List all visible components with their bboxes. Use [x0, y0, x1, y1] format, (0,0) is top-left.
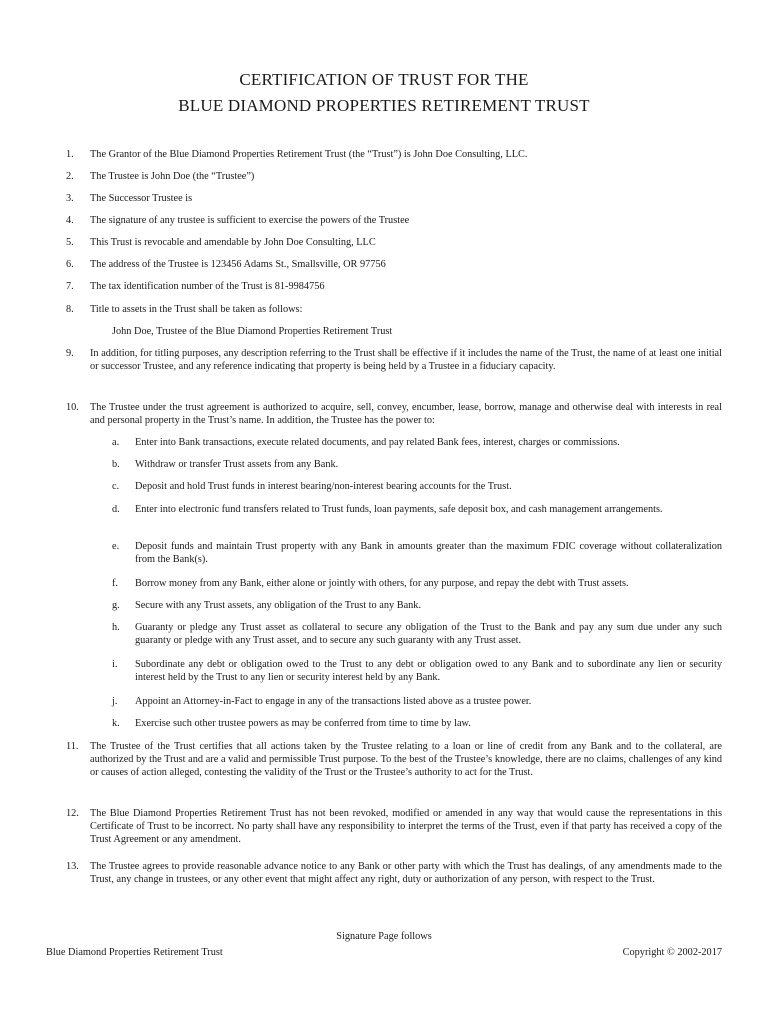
item-number: 12. — [66, 808, 79, 819]
power-text: Secure with any Trust assets, any obligation of the Trust to any Bank. — [135, 600, 422, 611]
power-text: Subordinate any debt or obligation owed to the Trust to any debt or obligation owed to any Bank and to subordinate any lien or security interest held by the Trust to any lien or security interest held by any Bank. — [135, 659, 722, 684]
power-letter: h. — [112, 622, 120, 633]
list-item-12 — [66, 807, 722, 847]
power-text: Appoint an Attorney-in-Fact to engage in any of the transactions listed above as a trustee power. — [135, 696, 532, 707]
item-text: The signature of any trustee is sufficient to exercise the powers of the Trustee — [90, 215, 410, 226]
document-title-line-2: BLUE DIAMOND PROPERTIES RETIREMENT TRUST — [178, 96, 590, 115]
power-letter: f. — [112, 578, 119, 589]
power-letter: c. — [112, 481, 120, 492]
power-letter: i. — [112, 659, 118, 670]
item-text: The Grantor of the Blue Diamond Properties Retirement Trust (the “Trust”) is John Doe Consulting, LLC. — [90, 149, 528, 160]
item-text: The Trustee of the Trust certifies that all actions taken by the Trustee relating to a loan or line of credit from any Bank and to the collateral, are authorized by the Trust and are a valid and permissible Trust purpose. To the best of the Trustee’s knowledge, there are no claims, challenges of any kind or causes of action alleged, contesting the validity of the Trust or the Trustee’s authority to act for the Trust. — [90, 741, 722, 779]
power-letter: j. — [112, 696, 118, 707]
footer-copyright: Copyright © 2002-2017 — [622, 947, 722, 958]
item-number: 10. — [66, 402, 79, 413]
item-number: 6. — [66, 259, 74, 270]
signature-page-note: Signature Page follows — [336, 931, 432, 942]
power-text: Withdraw or transfer Trust assets from any Bank. — [135, 459, 339, 470]
power-text: Enter into electronic fund transfers related to Trust funds, loan payments, safe deposit box, and cash management arrangements. — [135, 504, 663, 515]
power-letter: g. — [112, 600, 120, 611]
power-text: Exercise such other trustee powers as may be conferred from time to time by law. — [135, 718, 471, 729]
power-letter: b. — [112, 459, 120, 470]
list-item-4 — [66, 214, 722, 227]
power-letter: d. — [112, 504, 120, 515]
item-number: 1. — [66, 149, 74, 160]
power-text: Deposit and hold Trust funds in interest bearing/non-interest bearing accounts for the Trust. — [135, 481, 512, 492]
item-number: 9. — [66, 348, 74, 359]
power-letter: k. — [112, 718, 120, 729]
item-text: In addition, for titling purposes, any description referring to the Trust shall be effective if it includes the name of the Trust, the name of at least one initial or successor Trustee, and any reference indicating that property is being held by a Trustee in a fiduciary capacity. — [90, 348, 722, 373]
list-item-1 — [66, 148, 722, 161]
list-item-2 — [66, 170, 722, 183]
item-text: The Trustee is John Doe (the “Trustee”) — [90, 171, 255, 182]
power-item-c — [112, 480, 722, 493]
power-item-d — [112, 503, 722, 516]
list-item-13 — [66, 860, 722, 886]
power-item-g — [112, 599, 722, 612]
power-text: Guaranty or pledge any Trust asset as collateral to secure any obligation of the Trust to the Bank and pay any sum due under any such guaranty or pledge with any Trust asset, and to secure any such guaranty with any Trust asset. — [135, 622, 722, 647]
list-item-3 — [66, 192, 722, 205]
item-text: The tax identification number of the Trust is 81-9984756 — [90, 281, 325, 292]
power-text: Deposit funds and maintain Trust property with any Bank in amounts greater than the maximum FDIC coverage without collateralization from the Bank(s). — [135, 541, 722, 566]
item-text: The Trustee under the trust agreement is authorized to acquire, sell, convey, encumber, lease, borrow, manage and otherwise deal with interests in real and personal property in the Trust’s name. In addition, the Trustee has the power to: — [90, 402, 722, 427]
item-number: 13. — [66, 861, 79, 872]
power-item-i — [112, 658, 722, 684]
power-item-h — [112, 621, 722, 647]
power-item-e — [112, 540, 722, 566]
power-item-f — [112, 577, 722, 590]
item-number: 7. — [66, 281, 74, 292]
power-letter: a. — [112, 437, 120, 448]
document-title-line-1: CERTIFICATION OF TRUST FOR THE — [239, 70, 529, 89]
item-text: This Trust is revocable and amendable by John Doe Consulting, LLC — [90, 237, 376, 248]
power-text: Borrow money from any Bank, either alone or jointly with others, for any purpose, and repay the debt with Trust assets. — [135, 578, 629, 589]
power-item-b — [112, 458, 722, 471]
item-text: The Trustee agrees to provide reasonable advance notice to any Bank or other party with which the Trust has dealings, of any amendments made to the Trust, any change in trustees, or any other event that might affect any right, duty or authorization of any person, with respect to the Trust. — [90, 861, 722, 886]
footer-document-name: Blue Diamond Properties Retirement Trust — [46, 947, 223, 958]
item-text: The address of the Trustee is 123456 Adams St., Smallsville, OR 97756 — [90, 259, 386, 270]
list-item-10 — [66, 401, 722, 427]
power-item-a — [112, 436, 722, 449]
item-number: 8. — [66, 304, 74, 315]
item-text: The Successor Trustee is — [90, 193, 193, 204]
title-holding-line: John Doe, Trustee of the Blue Diamond Properties Retirement Trust — [112, 326, 393, 337]
list-item-7 — [66, 280, 722, 293]
power-item-j — [112, 695, 722, 708]
power-item-k — [112, 717, 722, 730]
list-item-5 — [66, 236, 722, 249]
list-item-9 — [66, 347, 722, 373]
item-number: 4. — [66, 215, 74, 226]
item-text: Title to assets in the Trust shall be taken as follows: — [90, 304, 303, 315]
item-number: 3. — [66, 193, 74, 204]
list-item-8 — [66, 303, 722, 316]
power-text: Enter into Bank transactions, execute related documents, and pay related Bank fees, interest, charges or commissions. — [135, 437, 620, 448]
item-number: 11. — [66, 741, 79, 752]
power-letter: e. — [112, 541, 120, 552]
item-number: 5. — [66, 237, 74, 248]
list-item-6 — [66, 258, 722, 271]
item-number: 2. — [66, 171, 74, 182]
list-item-11 — [66, 740, 722, 780]
item-text: The Blue Diamond Properties Retirement Trust has not been revoked, modified or amended in any way that would cause the representations in this Certificate of Trust to be incorrect. No party shall have any responsibility to interpret the terms of the Trust, even if that party has received a copy of the Trust Agreement or any amendment. — [90, 808, 722, 846]
